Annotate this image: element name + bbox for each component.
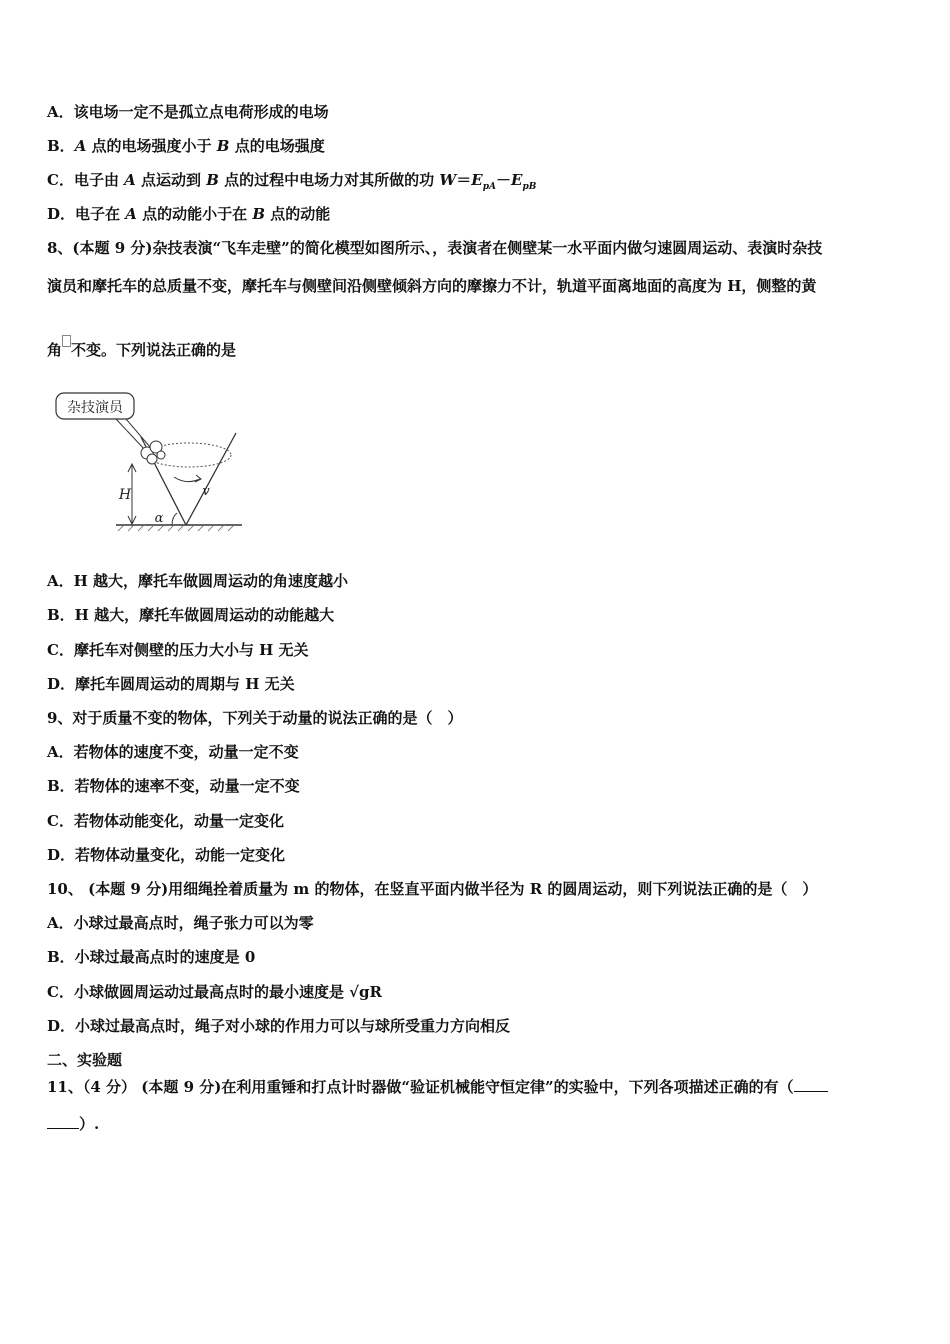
- q8-stem-line3: 角 不变。下列说法正确的是: [47, 339, 236, 361]
- q10-option-b: B．小球过最高点时的速度是 0: [47, 948, 256, 966]
- q9-stem: 9、对于质量不变的物体，下列关于动量的说法正确的是（ ）: [47, 709, 463, 727]
- q7-option-b: B．A 点的电场强度小于 B 点的电场强度: [47, 137, 325, 155]
- q11-stem-end: ）.: [47, 1112, 99, 1135]
- q8-option-a: A．H 越大，摩托车做圆周运动的角速度越小: [47, 572, 349, 590]
- label-v: v: [202, 484, 210, 499]
- q7-option-d: D．电子在 A 点的动能小于在 B 点的动能: [47, 205, 331, 223]
- q8-option-b: B．H 越大，摩托车做圆周运动的动能越大: [47, 606, 335, 624]
- wall-of-death-figure: [46, 385, 246, 535]
- q9-option-c: C．若物体动能变化，动量一定变化: [47, 812, 284, 830]
- q7-option-a: A．该电场一定不是孤立点电荷形成的电场: [47, 103, 329, 121]
- q11-stem: 11、（4 分） (本题 9 分)在利用重锤和打点计时器做“验证机械能守恒定律”的实验中，下列各项描述正确的有（: [47, 1075, 828, 1098]
- q8-option-c: C．摩托车对侧壁的压力大小与 H 无关: [47, 641, 309, 659]
- q8-stem-line2: 演员和摩托车的总质量不变，摩托车与侧壁间沿侧壁倾斜方向的摩擦力不计，轨道平面离地面的高度为 H，侧整的黄: [47, 277, 817, 295]
- callout-label: 杂技演员: [67, 400, 123, 416]
- q9-option-d: D．若物体动量变化，动能一定变化: [47, 846, 286, 864]
- q7-option-c: C．电子由 A 点运动到 B 点的过程中电场力对其所做的功 $W=E_{pA}-E_{pB}$: [47, 171, 537, 192]
- q9-option-b: B．若物体的速率不变，动量一定不变: [47, 777, 300, 795]
- q10-stem: 10、 (本题 9 分)用细绳拴着质量为 m 的物体，在竖直平面内做半径为 R 的圆周运动，则下列说法正确的是（ ）: [47, 880, 818, 898]
- label-H: H: [118, 487, 132, 503]
- answer-blank-1: [794, 1075, 828, 1092]
- q8-stem-line1: 8、(本题 9 分)杂技表演“飞车走壁”的简化模型如图所示、，表演者在侧壁某一水平面内做匀速圆周运动、表演时杂技: [47, 239, 823, 257]
- q10-option-c: C．小球做圆周运动过最高点时的最小速度是 √gR: [47, 983, 382, 1001]
- missing-glyph-box: [62, 335, 71, 347]
- q9-option-a: A．若物体的速度不变，动量一定不变: [47, 743, 299, 761]
- q10-option-d: D．小球过最高点时，绳子对小球的作用力可以与球所受重力方向相反: [47, 1017, 511, 1035]
- label-alpha: α: [154, 511, 164, 526]
- q10-option-a: A．小球过最高点时，绳子张力可以为零: [47, 914, 314, 932]
- q8-option-d: D．摩托车圆周运动的周期与 H 无关: [47, 675, 295, 693]
- section-heading-experiment: 二、实验题: [47, 1051, 123, 1069]
- answer-blank-2: [47, 1112, 79, 1129]
